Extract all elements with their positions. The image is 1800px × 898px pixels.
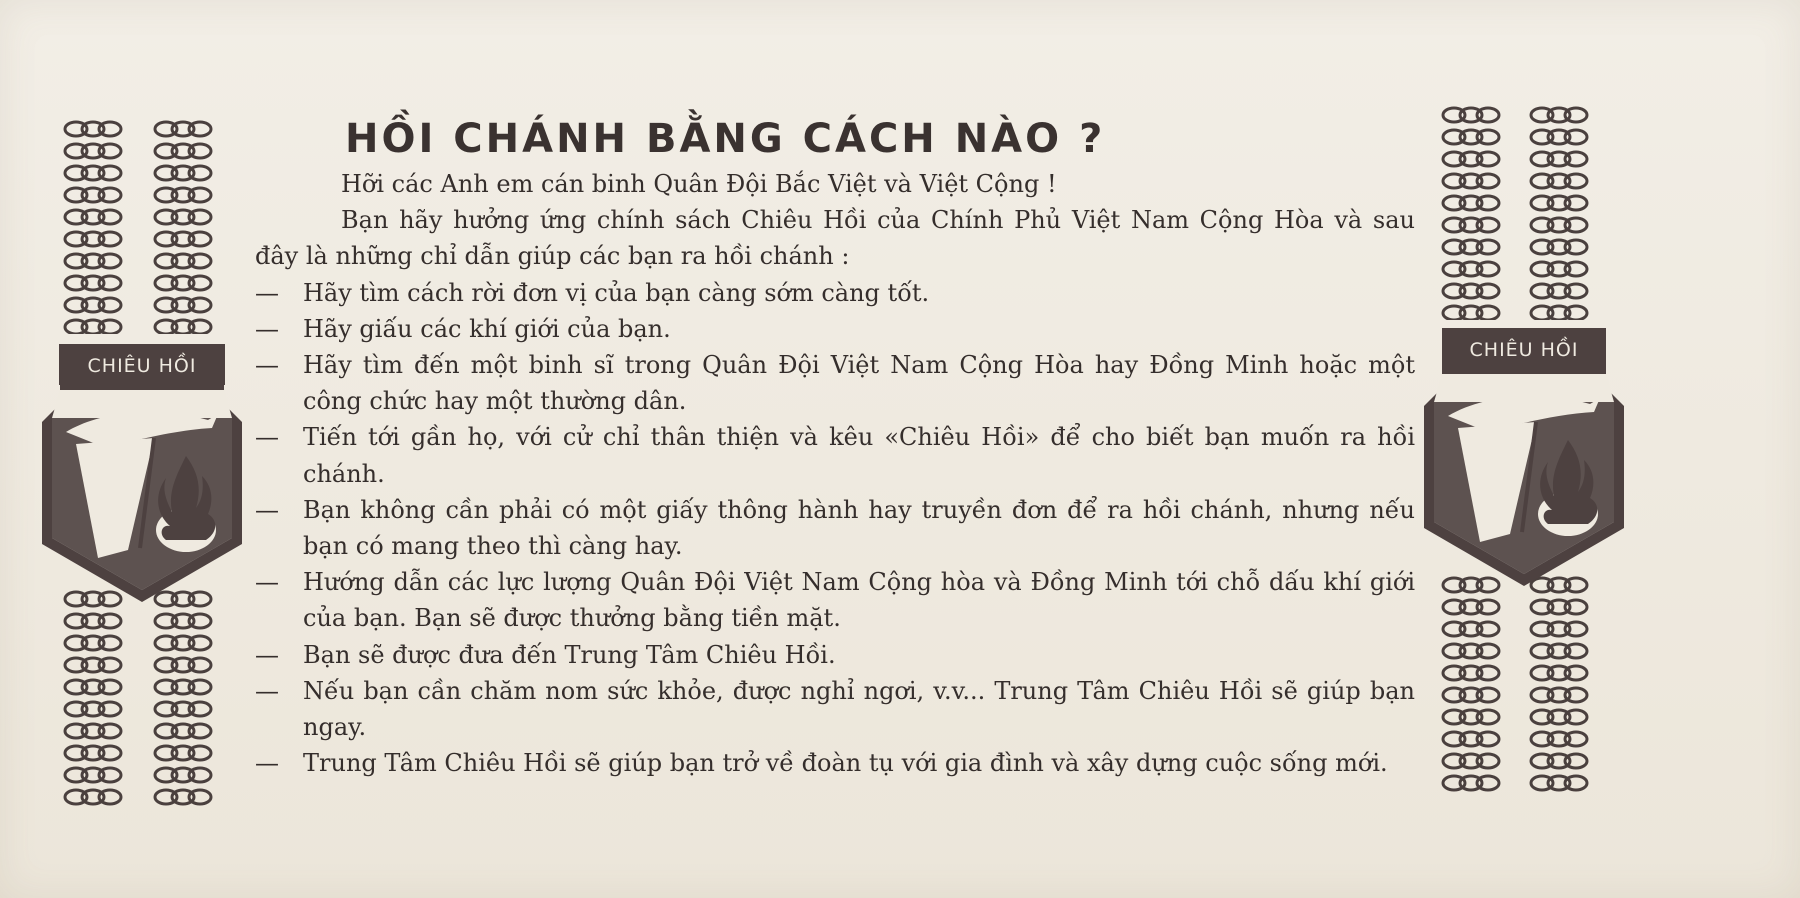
list-item-text: Hãy tìm cách rời đơn vị của bạn càng sớm càng tốt.: [303, 278, 930, 307]
chain-pattern-icon: [62, 588, 124, 810]
list-item: [255, 311, 1415, 347]
bullet-dash: —: [255, 314, 279, 343]
list-item-text: Tiến tới gần họ, với cử chỉ thân thiện và kêu «Chiêu Hồi» để cho biết bạn muốn ra hồi chánh.: [303, 423, 1415, 488]
bullet-dash: —: [255, 278, 279, 307]
list-item-text: Nếu bạn cần chăm nom sức khỏe, được nghỉ ngơi, v.v... Trung Tâm Chiêu Hồi sẽ giúp bạn ngay.: [303, 676, 1415, 742]
list-item: [255, 637, 1415, 673]
chain-pattern-icon: [152, 588, 214, 810]
chain-pattern-icon: [1440, 104, 1502, 320]
list-item-text: Trung Tâm Chiêu Hồi sẽ giúp bạn trở về đoàn tụ với gia đình và xây dựng cuộc sống mới.: [303, 749, 1388, 778]
body-text: [255, 166, 1415, 781]
list-item: [255, 347, 1415, 419]
greeting: Hỡi các Anh em cán binh Quân Đội Bắc Việt và Việt Cộng !: [341, 170, 1057, 198]
right-border: [1440, 104, 1630, 804]
list-item-text: Hãy giấu các khí giới của bạn.: [303, 314, 671, 343]
list-item: [255, 564, 1415, 636]
chain-pattern-icon: [1440, 574, 1502, 792]
emblem-label: CHIÊU HỒI: [87, 355, 197, 377]
chain-pattern-icon: [62, 118, 124, 334]
chain-pattern-icon: [1528, 104, 1590, 320]
bullet-dash: —: [255, 676, 279, 705]
list-item: [255, 492, 1415, 564]
bullet-dash: —: [255, 568, 279, 597]
instruction-list: [255, 275, 1415, 782]
list-item: [255, 275, 1415, 311]
list-item-text: Hãy tìm đến một binh sĩ trong Quân Đội Việt Nam Cộng Hòa hay Đồng Minh hoặc một công chức hay một thường dân.: [303, 351, 1415, 416]
bullet-dash: —: [255, 495, 279, 524]
bullet-dash: —: [255, 423, 279, 452]
bullet-dash: —: [255, 351, 279, 380]
chieu-hoi-emblem: [36, 344, 248, 610]
list-item: [255, 419, 1415, 491]
list-item-text: Bạn sẽ được đưa đến Trung Tâm Chiêu Hồi.: [303, 640, 836, 669]
left-border: [62, 118, 232, 818]
chain-pattern-icon: [1528, 574, 1590, 792]
page-title: HỒI CHÁNH BẰNG CÁCH NÀO ?: [345, 116, 1106, 162]
emblem-label: CHIÊU HỒI: [1469, 339, 1579, 361]
list-item: [255, 745, 1415, 781]
intro-paragraph: Bạn hãy hưởng ứng chính sách Chiêu Hồi của Chính Phủ Việt Nam Cộng Hòa và sau đây là những chỉ dẫn giúp các bạn ra hồi chánh :: [255, 206, 1415, 271]
bullet-dash: —: [255, 640, 279, 669]
list-item: [255, 673, 1415, 745]
dove-hand-flame-icon: [1418, 328, 1630, 590]
list-item-text: Bạn không cần phải có một giấy thông hành hay truyền đơn để ra hồi chánh, nhưng nếu bạn có mang theo thì càng hay.: [303, 495, 1415, 561]
chain-pattern-icon: [152, 118, 214, 334]
chieu-hoi-emblem: [1418, 328, 1630, 594]
list-item-text: Hướng dẫn các lực lượng Quân Đội Việt Nam Cộng hòa và Đồng Minh tới chỗ dấu khí giới của bạn. Bạn sẽ được thưởng bằng tiền mặt.: [303, 568, 1415, 633]
bullet-dash: —: [255, 749, 279, 778]
dove-hand-flame-icon: [36, 344, 248, 606]
